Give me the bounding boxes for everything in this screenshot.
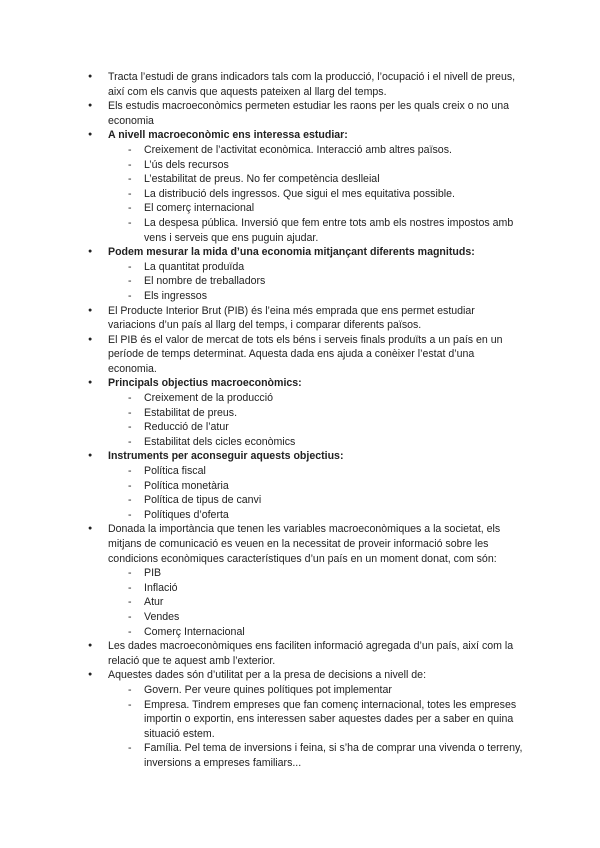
sub-list-item: - La quantitat produïda [128, 260, 524, 275]
section-heading: A nivell macroeconòmic ens interessa estudiar: [108, 129, 348, 142]
list-item-text: Donada la importància que tenen les variables macroeconòmiques a la societat, els mitjans de comunicació es veuen en la necessitat de proveir informació sobre les condicions econòmiques característiques d’un país en un moment donat, com són: [108, 523, 501, 565]
list-item-text: El Producte Interior Brut (PIB) és l’eina més emprada que ens permet estudiar variacions d’un país al llarg del temps, i comparar diferents països. [108, 304, 475, 332]
bullet-list [88, 70, 524, 771]
sub-list-item: - El nombre de treballadors [128, 274, 524, 289]
sub-list-item: - Els ingressos [128, 289, 524, 304]
sub-list-item: - Polítiques d’oferta [128, 508, 524, 523]
sub-list-item: - Família. Pel tema de inversions i feina, si s’ha de comprar una vivenda o terreny, inversions a empreses familiars... [128, 741, 524, 770]
sub-list-item: - Política de tipus de canvi [128, 493, 524, 508]
sub-list-item: - Reducció de l’atur [128, 420, 524, 435]
sub-list-item: - Estabilitat de preus. [128, 406, 524, 421]
sub-list-item: - El comerç internacional [128, 201, 524, 216]
sub-list-item: - Govern. Per veure quines polítiques pot implementar [128, 683, 524, 698]
list-item [88, 128, 524, 245]
list-item [88, 304, 524, 333]
sub-list-item: - Inflació [128, 581, 524, 596]
sub-list [108, 391, 524, 449]
sub-list [108, 566, 524, 639]
list-item [88, 639, 524, 668]
sub-list-item: - Creixement de l’activitat econòmica. Interacció amb altres països. [128, 143, 524, 158]
sub-list-item: - L’ús dels recursos [128, 158, 524, 173]
sub-list [108, 143, 524, 245]
list-item-text: Les dades macroeconòmiques ens faciliten informació agregada d’un país, així com la relació que te aquest amb l’exterior. [108, 640, 514, 667]
sub-list-item: - Política monetària [128, 479, 524, 494]
list-item-text: Tracta l’estudi de grans indicadors tals com la producció, l’ocupació i el nivell de preus, així com els canvis que aquests pateixen al llarg del temps. [108, 71, 516, 98]
list-item [88, 99, 524, 128]
list-item [88, 333, 524, 377]
list-item [88, 376, 524, 449]
list-item [88, 449, 524, 522]
list-item [88, 70, 524, 99]
sub-list [108, 260, 524, 304]
section-heading: Principals objectius macroeconòmics: [108, 377, 302, 390]
sub-list-item: - Empresa. Tindrem empreses que fan començ internacional, totes les empreses importin o exportin, ens interessen saber aquestes dades per a saber en quina situació estem. [128, 698, 524, 742]
sub-list-item: - L’estabilitat de preus. No fer competència deslleial [128, 172, 524, 187]
sub-list [108, 683, 524, 771]
sub-list-item: - Vendes [128, 610, 524, 625]
sub-list-item: - La despesa pública. Inversió que fem entre tots amb els nostres impostos amb vens i serveis que ens puguin ajudar. [128, 216, 524, 245]
list-item [88, 522, 524, 639]
section-heading: Podem mesurar la mida d’una economia mitjançant diferents magnituds: [108, 246, 475, 259]
list-item [88, 668, 524, 770]
sub-list-item: - Política fiscal [128, 464, 524, 479]
sub-list-item: - Estabilitat dels cicles econòmics [128, 435, 524, 450]
sub-list-item: - PIB [128, 566, 524, 581]
section-heading: Instruments per aconseguir aquests objectius: [108, 450, 344, 463]
sub-list-item: - Atur [128, 595, 524, 610]
list-item-text: El PIB és el valor de mercat de tots els béns i serveis finals produïts a un país en un període de temps determinat. Aquesta dada ens ajuda a conèixer l’estat d’una economia. [108, 333, 503, 375]
list-item-text: Aquestes dades són d’utilitat per a la presa de decisions a nivell de: [108, 669, 427, 682]
sub-list-item: - Creixement de la producció [128, 391, 524, 406]
list-item [88, 245, 524, 303]
list-item-text: Els estudis macroeconòmics permeten estudiar les raons per les quals creix o no una economia [108, 100, 509, 127]
sub-list-item: - La distribució dels ingressos. Que sigui el mes equitativa possible. [128, 187, 524, 202]
sub-list [108, 464, 524, 522]
sub-list-item: - Comerç Internacional [128, 625, 524, 640]
